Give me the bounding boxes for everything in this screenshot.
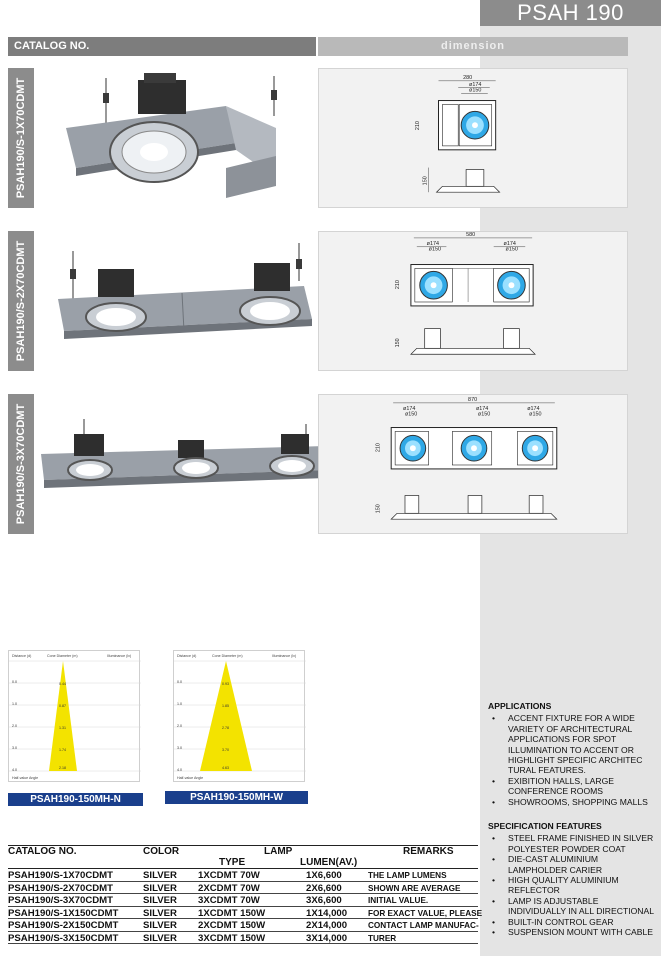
chart-label-wide: PSAH190-150MH-W [165,791,308,804]
catalog-table [8,845,483,944]
product-photo [36,394,326,534]
dim-reflector-a: ø150 [428,246,441,253]
dim-width: 580 [466,232,476,238]
svg-text:1.74: 1.74 [59,748,66,752]
svg-text:Illuminance (lx): Illuminance (lx) [272,654,297,658]
dim-depth: 150 [395,338,402,348]
svg-text:1.0: 1.0 [177,702,182,706]
svg-text:4.0: 4.0 [12,768,17,772]
product-photo [36,68,326,208]
specification-title: SPECIFICATION FEATURES [488,821,602,831]
spec-item: • DIE-CAST ALUMINIUM LAMPHOLDER CARIER [488,854,656,875]
dim-depth: 150 [422,176,429,186]
page-title: PSAH 190 [480,0,661,26]
product-label: PSAH190/S-1X70CDMT [8,68,34,208]
dimension-drawing [318,231,628,371]
dim-depth: 150 [375,504,382,514]
chart-label-narrow: PSAH190-150MH-N [8,793,143,806]
svg-text:2.0: 2.0 [177,724,182,728]
table-row: PSAH190/S-3X70CDMT SILVER 3XCDMT 70W 3X6,600 INITIAL VALUE. [8,894,478,907]
svg-text:3.0: 3.0 [177,746,182,750]
product-row-3 [8,394,628,534]
spec-item: • HIGH QUALITY ALUMINIUM REFLECTOR [488,875,656,896]
svg-text:2.18: 2.18 [59,766,66,770]
dim-inner-b: ø174 [503,240,516,247]
dim-inner-b: ø174 [475,405,489,412]
svg-text:0.0: 0.0 [12,680,17,684]
svg-text:1.0: 1.0 [12,702,17,706]
dim-width: 870 [468,396,478,403]
table-row: PSAH190/S-2X150CDMT SILVER 2XCDMT 150W 2X14,000 CONTACT LAMP MANUFAC- [8,920,479,931]
dim-inner: ø174 [469,81,482,88]
dim-reflector-a: ø150 [404,411,418,418]
svg-text:1.85: 1.85 [222,704,229,708]
photometric-chart-narrow [8,650,140,782]
svg-text:3.0: 3.0 [12,746,17,750]
application-item: • ACCENT FIXTURE FOR A WIDE VARIETY OF ARCHITECTURAL APPLICATIONS FOR SPOT ILLUMINATION TO ACCENT OR HIGHLIGHT SPECIFIC ARCHITEC TURAL FEATURES. [488,713,656,775]
svg-text:Half-value Angle: Half-value Angle [177,776,204,780]
svg-text:Cone Diameter (m): Cone Diameter (m) [47,654,78,658]
applications-section [488,701,656,807]
dim-width: 280 [463,74,473,81]
table-header: CATALOG NO. COLOR LAMP REMARKS [8,845,478,857]
dim-inner-c: ø174 [527,405,540,412]
dim-reflector-b: ø150 [477,411,491,418]
spec-item: • LAMP IS ADJUSTABLE INDIVIDUALLY IN ALL DIRECTIONAL [488,896,656,917]
table-row: PSAH190/S-3X150CDMT SILVER 3XCDMT 150W 3X14,000 TURER [8,932,478,945]
svg-text:0.0: 0.0 [177,680,182,684]
table-row: PSAH190/S-1X150CDMT SILVER 1XCDMT 150W 1X14,000 FOR EXACT VALUE, PLEASE [8,907,483,919]
svg-text:4.63: 4.63 [222,766,229,770]
svg-text:Distance (d): Distance (d) [177,654,197,658]
applications-title: APPLICATIONS [488,701,552,711]
svg-text:0.87: 0.87 [59,704,66,708]
svg-text:2.0: 2.0 [12,724,17,728]
product-row-1 [8,68,628,208]
dim-height: 210 [414,121,421,131]
svg-text:0.93: 0.93 [222,682,229,686]
dim-inner-a: ø174 [403,405,416,412]
catalog-header: CATALOG NO. [8,37,316,56]
dimension-header: dimension [318,37,628,56]
dim-height: 210 [395,280,402,290]
svg-text:0.44: 0.44 [59,682,66,686]
application-item: • EXIBITION HALLS, LARGE CONFERENCE ROOMS [488,776,656,797]
dim-height: 210 [375,443,382,453]
svg-text:1.31: 1.31 [59,726,66,730]
dim-reflector-b: ø150 [505,246,518,253]
svg-text:2.78: 2.78 [222,726,229,730]
product-row-2 [8,231,628,371]
dim-reflector-c: ø150 [529,411,542,418]
product-photo [36,231,326,371]
spec-item: • STEEL FRAME FINISHED IN SILVER POLYESTER POWDER COAT [488,833,656,854]
svg-text:Illuminance (lx): Illuminance (lx) [107,654,132,658]
spec-item: • BUILT-IN CONTROL GEAR [488,917,656,927]
application-item: • SHOWROOMS, SHOPPING MALLS [488,797,656,807]
specification-section [488,821,656,937]
dim-reflector: ø150 [469,87,482,94]
table-subheader: TYPE LUMEN(AV.) [8,857,478,869]
photometric-chart-wide [173,650,305,782]
table-row: PSAH190/S-1X70CDMT SILVER 1XCDMT 70W 1X6,600 THE LAMP LUMENS [8,869,478,882]
svg-text:Cone Diameter (m): Cone Diameter (m) [212,654,243,658]
product-label: PSAH190/S-3X70CDMT [8,394,34,534]
dimension-drawing [318,394,628,534]
svg-text:4.0: 4.0 [177,768,182,772]
dim-inner-a: ø174 [426,240,439,247]
product-label: PSAH190/S-2X70CDMT [8,231,34,371]
svg-text:3.70: 3.70 [222,748,229,752]
table-row: PSAH190/S-2X70CDMT SILVER 2XCDMT 70W 2X6,600 SHOWN ARE AVERAGE [8,882,478,895]
dimension-drawing [318,68,628,208]
spec-item: • SUSPENSION MOUNT WITH CABLE [488,927,656,937]
svg-text:Distance (d): Distance (d) [12,654,32,658]
svg-text:Half-value Angle: Half-value Angle [12,776,39,780]
